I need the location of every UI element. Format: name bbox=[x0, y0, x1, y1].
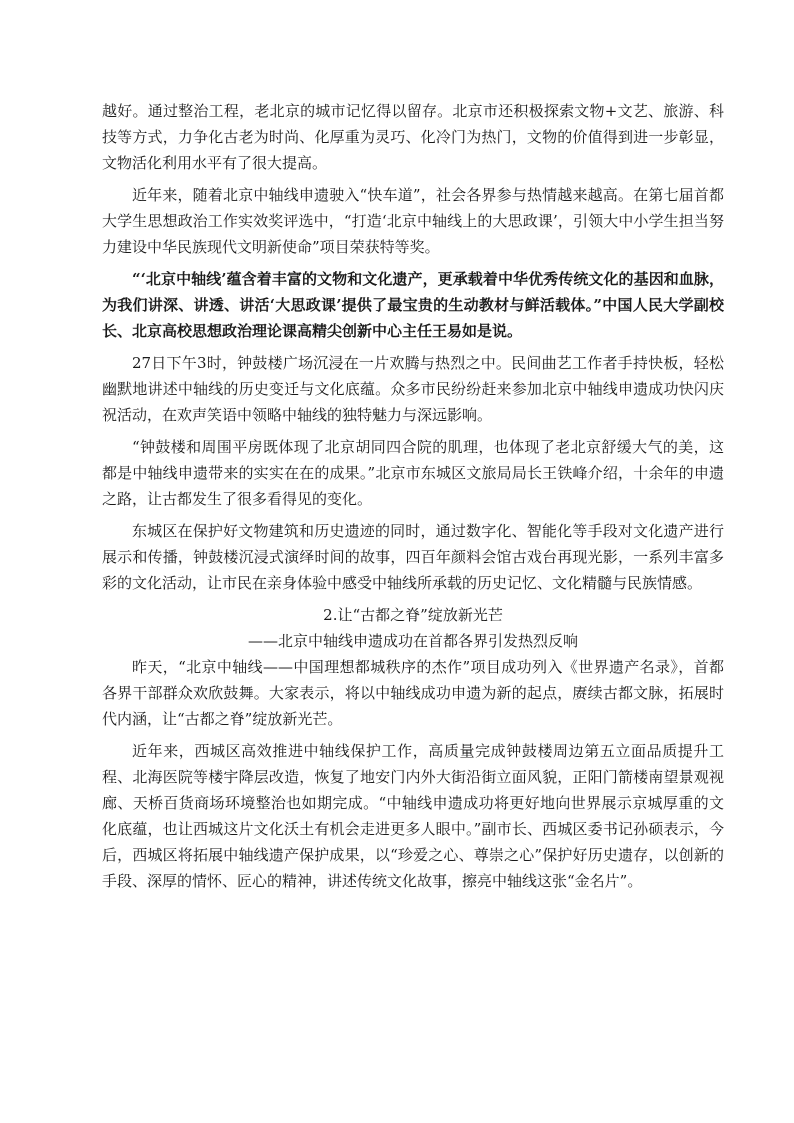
paragraph: “钟鼓楼和周围平房既体现了北京胡同四合院的肌理，也体现了老北京舒缓大气的美，这都是中轴线申遗带来的实实在在的成果。”北京市东城区文旅局局长王铁峰介绍，十余年的申遗之路，让古都发生了很多看得见的变化。 bbox=[102, 438, 724, 508]
paragraph: 昨天，“北京中轴线——中国理想都城秩序的杰作”项目成功列入《世界遗产名录》，首都各界干部群众欢欣鼓舞。大家表示，将以中轴线成功申遗为新的起点，赓续古都文脉，拓展时代内涵，让“古都之脊”绽放新光芒。 bbox=[102, 658, 724, 728]
paragraph: 越好。通过整治工程，老北京的城市记忆得以留存。北京市还积极探索文物+文艺、旅游、科技等方式，力争化古老为时尚、化厚重为灵巧、化冷门为热门，文物的价值得到进一步彰显，文物活化利用水平有了很大提高。 bbox=[102, 102, 724, 172]
paragraph: 近年来，西城区高效推进中轴线保护工作，高质量完成钟鼓楼周边第五立面品质提升工程、北海医院等楼宇降层改造，恢复了地安门内外大街沿街立面风貌，正阳门箭楼南望景观视廊、天桥百货商场环境整治也如期完成。“中轴线申遗成功将更好地向世界展示京城厚重的文化底蕴，也让西城这片文化沃土有机会走进更多人眼中。”副市长、西城区委书记孙硕表示，今后，西城区将拓展中轴线遗产保护成果，以“珍爱之心、尊崇之心”保护好历史遗存，以创新的手段、深厚的情怀、匠心的精神，讲述传统文化故事，擦亮中轴线这张“金名片”。 bbox=[102, 742, 724, 890]
section-subtitle: ——北京中轴线申遗成功在首都各界引发热烈反响 bbox=[247, 632, 578, 650]
document-body bbox=[102, 98, 724, 900]
quote-paragraph: “‘北京中轴线’蕴含着丰富的文物和文化遗产，更承载着中华优秀传统文化的基因和血脉，为我们讲深、讲透、讲活‘大思政课’提供了最宝贵的生动教材与鲜活载体。”中国人民大学副校长、北京高校思想政治理论课高精尖创新中心主任王易如是说。 bbox=[102, 270, 724, 340]
paragraph: 东城区在保护好文物建筑和历史遗迹的同时，通过数字化、智能化等手段对文化遗产进行展示和传播，钟鼓楼沉浸式演绎时间的故事，四百年颜料会馆古戏台再现光影，一系列丰富多彩的文化活动，让市民在亲身体验中感受中轴线所承载的历史记忆、文化精髓与民族情感。 bbox=[102, 522, 724, 592]
paragraph: 27日下午3时，钟鼓楼广场沉浸在一片欢腾与热烈之中。民间曲艺工作者手持快板，轻松幽默地讲述中轴线的历史变迁与文化底蕴。众多市民纷纷赶来参加北京中轴线申遗成功快闪庆祝活动，在欢声笑语中领略中轴线的独特魅力与深远影响。 bbox=[102, 354, 724, 424]
section-title: 2.让“古都之脊”绽放新光芒 bbox=[323, 606, 503, 624]
paragraph: 近年来，随着北京中轴线申遗驶入“快车道”，社会各界参与热情越来越高。在第七届首都大学生思想政治工作实效奖评选中，“打造‘北京中轴线上的大思政课’，引领大中小学生担当努力建设中华民族现代文明新使命”项目荣获特等奖。 bbox=[102, 186, 724, 256]
